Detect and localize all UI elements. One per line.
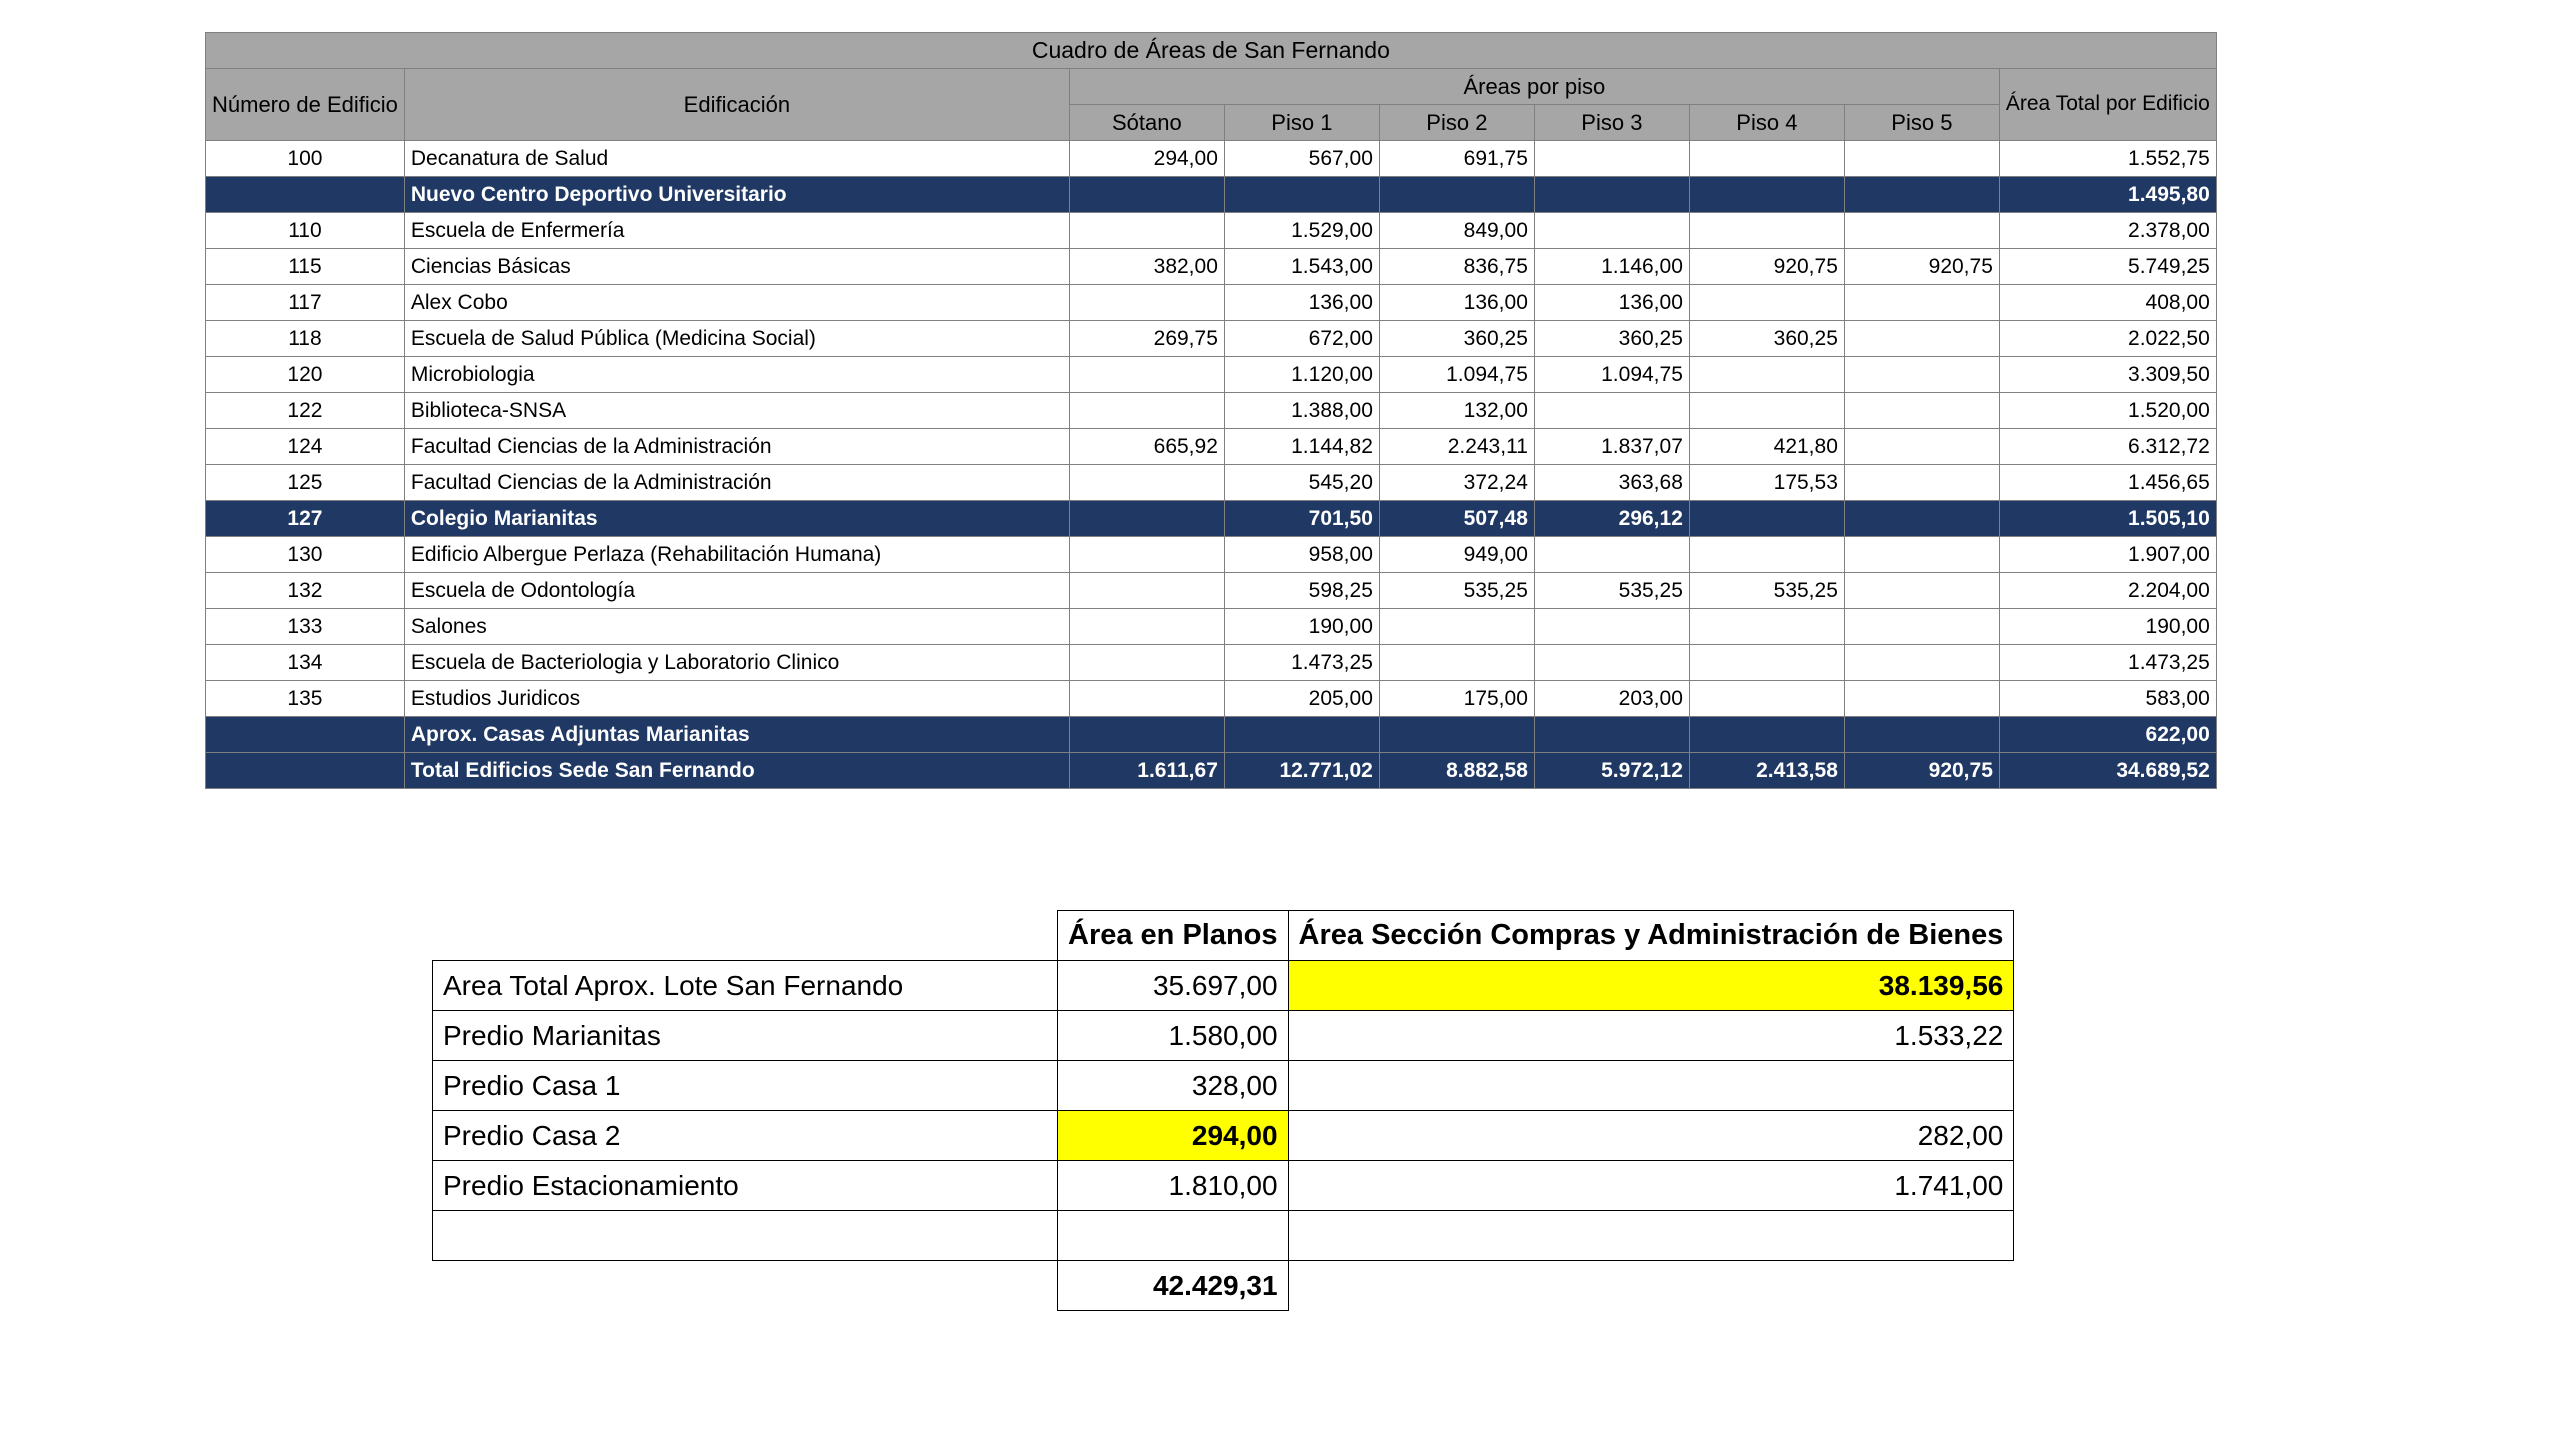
table-row: [206, 753, 2217, 789]
cell-piso1: 545,20: [1224, 465, 1379, 501]
cell-piso1: 1.388,00: [1224, 393, 1379, 429]
cell-area-total: 2.204,00: [1999, 573, 2216, 609]
cell-piso1: 1.529,00: [1224, 213, 1379, 249]
cell-piso1: 136,00: [1224, 285, 1379, 321]
table-row: [206, 177, 2217, 213]
predios-row-area-planos: 35.697,00: [1058, 961, 1289, 1011]
cell-piso2: [1379, 177, 1534, 213]
cell-piso3: 203,00: [1534, 681, 1689, 717]
cell-piso3: [1534, 717, 1689, 753]
col-header-numero-edificio: Número de Edificio: [206, 69, 405, 141]
table-row: [206, 717, 2217, 753]
predios-row-label: Predio Marianitas: [433, 1011, 1058, 1061]
predios-row: [433, 1061, 2014, 1111]
col-header-piso1: Piso 1: [1224, 105, 1379, 141]
cell-area-total: 408,00: [1999, 285, 2216, 321]
cell-edificacion: Salones: [404, 609, 1069, 645]
cell-area-total: 5.749,25: [1999, 249, 2216, 285]
cell-area-total: 1.907,00: [1999, 537, 2216, 573]
cell-sotano: [1069, 213, 1224, 249]
cell-sotano: [1069, 177, 1224, 213]
cell-piso2: [1379, 645, 1534, 681]
cell-edificacion: Ciencias Básicas: [404, 249, 1069, 285]
cell-piso1: 1.473,25: [1224, 645, 1379, 681]
cell-edificacion: Escuela de Odontología: [404, 573, 1069, 609]
predios-row-area-seccion: [1288, 1061, 2014, 1111]
cell-edificacion: Microbiologia: [404, 357, 1069, 393]
table-head: [206, 33, 2217, 141]
cell-area-total: 190,00: [1999, 609, 2216, 645]
predios-row-area-planos: 294,00: [1058, 1111, 1289, 1161]
cell-piso2: 175,00: [1379, 681, 1534, 717]
table-row: [206, 573, 2217, 609]
table-row: [206, 357, 2217, 393]
cell-area-total: 3.309,50: [1999, 357, 2216, 393]
cell-piso1: 672,00: [1224, 321, 1379, 357]
cell-numero: 100: [206, 141, 405, 177]
cell-sotano: [1069, 609, 1224, 645]
cell-numero: 133: [206, 609, 405, 645]
cell-numero: 130: [206, 537, 405, 573]
cell-piso5: [1844, 285, 1999, 321]
cell-piso4: 535,25: [1689, 573, 1844, 609]
predios-row: [433, 1161, 2014, 1211]
cell-sotano: [1069, 573, 1224, 609]
cell-piso2: 1.094,75: [1379, 357, 1534, 393]
cell-piso2: 535,25: [1379, 573, 1534, 609]
predios-row: [433, 1011, 2014, 1061]
table-row: [206, 681, 2217, 717]
table-row: [206, 537, 2217, 573]
col-header-area-en-planos: Área en Planos: [1058, 911, 1289, 961]
cell-edificacion: Edificio Albergue Perlaza (Rehabilitación Humana): [404, 537, 1069, 573]
cell-numero: 120: [206, 357, 405, 393]
predios-row-area-seccion: 1.741,00: [1288, 1161, 2014, 1211]
cell-piso4: [1689, 177, 1844, 213]
cell-piso5: [1844, 141, 1999, 177]
cell-edificacion: Decanatura de Salud: [404, 141, 1069, 177]
cell-piso2: 372,24: [1379, 465, 1534, 501]
predios-table-body: [433, 911, 2014, 1311]
col-header-piso3: Piso 3: [1534, 105, 1689, 141]
cell-piso5: [1844, 465, 1999, 501]
cell-area-total: 1.456,65: [1999, 465, 2216, 501]
predios-final-row: [433, 1261, 2014, 1311]
cell-piso2: [1379, 717, 1534, 753]
cell-numero: 134: [206, 645, 405, 681]
cell-sotano: [1069, 681, 1224, 717]
cell-sotano: 1.611,67: [1069, 753, 1224, 789]
table-row: [206, 213, 2217, 249]
predios-total-label: Total Predios: [433, 1211, 1058, 1261]
cell-edificacion: Escuela de Bacteriologia y Laboratorio Clinico: [404, 645, 1069, 681]
table-group-header-row: [206, 69, 2217, 105]
cell-area-total: 1.520,00: [1999, 393, 2216, 429]
cell-area-total: 1.505,10: [1999, 501, 2216, 537]
cell-sotano: [1069, 717, 1224, 753]
cell-numero: 122: [206, 393, 405, 429]
cell-piso5: [1844, 357, 1999, 393]
cuadro-areas-table-container: [205, 32, 2217, 789]
cell-numero: 127: [206, 501, 405, 537]
cell-piso2: 836,75: [1379, 249, 1534, 285]
predios-final-value: 42.429,31: [1058, 1261, 1289, 1311]
cell-piso1: 701,50: [1224, 501, 1379, 537]
cell-piso5: [1844, 573, 1999, 609]
cell-piso2: 507,48: [1379, 501, 1534, 537]
cell-edificacion: Facultad Ciencias de la Administración: [404, 429, 1069, 465]
cell-numero: 115: [206, 249, 405, 285]
cell-piso4: 175,53: [1689, 465, 1844, 501]
predios-row-area-seccion: 1.533,22: [1288, 1011, 2014, 1061]
cell-numero: [206, 753, 405, 789]
table-row: [206, 249, 2217, 285]
cell-piso1: [1224, 717, 1379, 753]
cell-numero: [206, 717, 405, 753]
cell-piso3: 1.837,07: [1534, 429, 1689, 465]
cell-piso1: [1224, 177, 1379, 213]
predios-header-spacer: [433, 911, 1058, 961]
cell-piso2: [1379, 609, 1534, 645]
predios-row-area-seccion: 38.139,56: [1288, 961, 2014, 1011]
cell-piso4: [1689, 393, 1844, 429]
cell-area-total: 1.495,80: [1999, 177, 2216, 213]
cell-numero: 117: [206, 285, 405, 321]
cell-piso3: 5.972,12: [1534, 753, 1689, 789]
cell-numero: [206, 177, 405, 213]
table-row: [206, 393, 2217, 429]
cell-piso5: 920,75: [1844, 249, 1999, 285]
cell-piso5: [1844, 213, 1999, 249]
cell-piso3: 296,12: [1534, 501, 1689, 537]
cell-piso1: 958,00: [1224, 537, 1379, 573]
predios-final-spacer: [433, 1261, 1058, 1311]
cell-edificacion: Colegio Marianitas: [404, 501, 1069, 537]
table-row: [206, 465, 2217, 501]
cell-piso1: 598,25: [1224, 573, 1379, 609]
table-body: [206, 141, 2217, 789]
cell-piso5: [1844, 321, 1999, 357]
cell-sotano: 665,92: [1069, 429, 1224, 465]
cell-piso4: 2.413,58: [1689, 753, 1844, 789]
table-row: [206, 141, 2217, 177]
predios-row-area-planos: 328,00: [1058, 1061, 1289, 1111]
table-row: [206, 609, 2217, 645]
cell-piso4: [1689, 717, 1844, 753]
predios-row-area-planos: 1.810,00: [1058, 1161, 1289, 1211]
cell-area-total: 583,00: [1999, 681, 2216, 717]
cell-piso4: [1689, 141, 1844, 177]
cell-piso5: [1844, 177, 1999, 213]
predios-total-row: [433, 1211, 2014, 1261]
cell-piso3: [1534, 537, 1689, 573]
table-row: [206, 501, 2217, 537]
cell-piso1: 205,00: [1224, 681, 1379, 717]
cell-piso4: [1689, 357, 1844, 393]
cell-piso5: [1844, 393, 1999, 429]
cuadro-areas-table: [205, 32, 2217, 789]
cell-piso5: [1844, 609, 1999, 645]
cell-edificacion: Nuevo Centro Deportivo Universitario: [404, 177, 1069, 213]
cell-numero: 110: [206, 213, 405, 249]
cell-piso4: [1689, 681, 1844, 717]
cell-piso3: 535,25: [1534, 573, 1689, 609]
cell-edificacion: Escuela de Salud Pública (Medicina Social): [404, 321, 1069, 357]
cell-edificacion: Escuela de Enfermería: [404, 213, 1069, 249]
cell-sotano: [1069, 645, 1224, 681]
cell-piso3: [1534, 177, 1689, 213]
cell-piso3: 136,00: [1534, 285, 1689, 321]
col-header-area-total: Área Total por Edificio: [1999, 69, 2216, 141]
table-row: [206, 321, 2217, 357]
cell-numero: 132: [206, 573, 405, 609]
col-header-sotano: Sótano: [1069, 105, 1224, 141]
cell-area-total: 1.473,25: [1999, 645, 2216, 681]
table-row: [206, 645, 2217, 681]
cell-sotano: [1069, 285, 1224, 321]
cell-piso3: [1534, 393, 1689, 429]
cell-edificacion: Aprox. Casas Adjuntas Marianitas: [404, 717, 1069, 753]
cell-piso2: 132,00: [1379, 393, 1534, 429]
cell-area-total: 1.552,75: [1999, 141, 2216, 177]
cell-sotano: 382,00: [1069, 249, 1224, 285]
cell-piso2: 849,00: [1379, 213, 1534, 249]
cell-area-total: 622,00: [1999, 717, 2216, 753]
cell-numero: 135: [206, 681, 405, 717]
cell-edificacion: Estudios Juridicos: [404, 681, 1069, 717]
cell-piso1: 1.144,82: [1224, 429, 1379, 465]
cell-numero: 124: [206, 429, 405, 465]
cell-area-total: 2.022,50: [1999, 321, 2216, 357]
cell-piso2: 2.243,11: [1379, 429, 1534, 465]
predios-row-label: Predio Casa 2: [433, 1111, 1058, 1161]
cell-sotano: [1069, 465, 1224, 501]
cell-piso4: [1689, 285, 1844, 321]
cell-area-total: 34.689,52: [1999, 753, 2216, 789]
cell-piso3: [1534, 213, 1689, 249]
cell-piso2: 136,00: [1379, 285, 1534, 321]
predios-header-row: [433, 911, 2014, 961]
col-header-piso2: Piso 2: [1379, 105, 1534, 141]
cell-piso5: [1844, 537, 1999, 573]
cell-piso4: [1689, 645, 1844, 681]
cell-edificacion: Total Edificios Sede San Fernando: [404, 753, 1069, 789]
predios-total-area-seccion: [1288, 1211, 2014, 1261]
cell-sotano: [1069, 537, 1224, 573]
cell-numero: 118: [206, 321, 405, 357]
cell-piso2: 360,25: [1379, 321, 1534, 357]
cell-piso5: [1844, 717, 1999, 753]
cell-piso2: 8.882,58: [1379, 753, 1534, 789]
predios-final-spacer-right: [1288, 1261, 2014, 1311]
predios-total-area-planos: 39.709,00: [1058, 1211, 1289, 1261]
cell-piso4: [1689, 501, 1844, 537]
cell-area-total: 6.312,72: [1999, 429, 2216, 465]
cell-piso4: [1689, 609, 1844, 645]
table-row: [206, 429, 2217, 465]
predios-row: [433, 961, 2014, 1011]
cell-piso3: 1.146,00: [1534, 249, 1689, 285]
cell-sotano: [1069, 393, 1224, 429]
predios-row-label: Predio Estacionamiento: [433, 1161, 1058, 1211]
col-header-area-seccion-compras: Área Sección Compras y Administración de Bienes: [1288, 911, 2014, 961]
cell-piso3: 1.094,75: [1534, 357, 1689, 393]
cell-piso5: [1844, 681, 1999, 717]
predios-row-area-planos: 1.580,00: [1058, 1011, 1289, 1061]
cell-piso5: [1844, 501, 1999, 537]
cell-piso1: 1.120,00: [1224, 357, 1379, 393]
predios-row-label: Area Total Aprox. Lote San Fernando: [433, 961, 1058, 1011]
cell-piso4: 421,80: [1689, 429, 1844, 465]
predios-row-area-seccion: 282,00: [1288, 1111, 2014, 1161]
cell-edificacion: Biblioteca-SNSA: [404, 393, 1069, 429]
col-header-edificacion: Edificación: [404, 69, 1069, 141]
cell-piso1: 567,00: [1224, 141, 1379, 177]
cell-piso4: [1689, 537, 1844, 573]
predios-table-container: [432, 910, 2014, 1311]
table-row: [206, 285, 2217, 321]
col-header-areas-por-piso: Áreas por piso: [1069, 69, 1999, 105]
cell-piso2: 949,00: [1379, 537, 1534, 573]
predios-row: [433, 1111, 2014, 1161]
predios-row-label: Predio Casa 1: [433, 1061, 1058, 1111]
col-header-piso5: Piso 5: [1844, 105, 1999, 141]
cell-piso2: 691,75: [1379, 141, 1534, 177]
cell-piso5: 920,75: [1844, 753, 1999, 789]
cell-piso3: 363,68: [1534, 465, 1689, 501]
cell-sotano: [1069, 501, 1224, 537]
cell-sotano: 294,00: [1069, 141, 1224, 177]
cell-piso3: [1534, 141, 1689, 177]
cell-area-total: 2.378,00: [1999, 213, 2216, 249]
cell-piso3: [1534, 609, 1689, 645]
cell-piso5: [1844, 645, 1999, 681]
cell-piso3: 360,25: [1534, 321, 1689, 357]
col-header-piso4: Piso 4: [1689, 105, 1844, 141]
cell-edificacion: Facultad Ciencias de la Administración: [404, 465, 1069, 501]
cell-numero: 125: [206, 465, 405, 501]
cell-piso5: [1844, 429, 1999, 465]
cell-piso3: [1534, 645, 1689, 681]
cell-piso1: 190,00: [1224, 609, 1379, 645]
cell-piso4: 360,25: [1689, 321, 1844, 357]
cell-piso4: [1689, 213, 1844, 249]
cell-sotano: [1069, 357, 1224, 393]
table-title: Cuadro de Áreas de San Fernando: [206, 33, 2217, 69]
cell-piso4: 920,75: [1689, 249, 1844, 285]
predios-table: [432, 910, 2014, 1311]
cell-edificacion: Alex Cobo: [404, 285, 1069, 321]
table-title-row: [206, 33, 2217, 69]
cell-sotano: 269,75: [1069, 321, 1224, 357]
cell-piso1: 1.543,00: [1224, 249, 1379, 285]
cell-piso1: 12.771,02: [1224, 753, 1379, 789]
